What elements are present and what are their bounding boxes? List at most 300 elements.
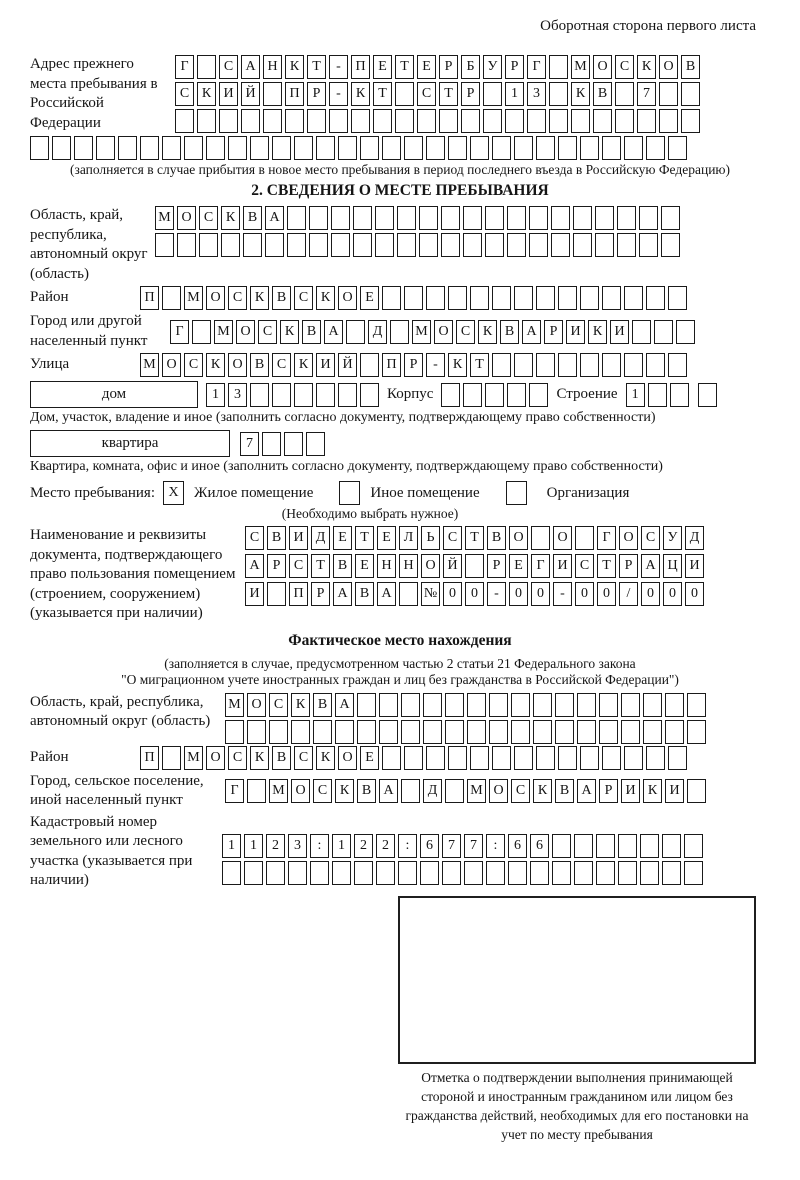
char-cell [662, 834, 681, 858]
char-cell: В [250, 353, 269, 377]
char-cell: О [553, 526, 572, 550]
option-other-premises-label: Иное помещение [370, 484, 480, 501]
char-cell [665, 720, 684, 744]
char-cell: 7 [637, 82, 656, 106]
char-cell [465, 554, 484, 578]
char-cell [269, 720, 288, 744]
char-cell [395, 109, 414, 133]
prev-address-row-4 [30, 136, 800, 160]
char-cell: 2 [354, 834, 373, 858]
char-cell [617, 206, 636, 230]
house-type-box: дом [30, 381, 198, 408]
char-cell [294, 136, 313, 160]
checkbox-other-premises [339, 481, 360, 505]
char-cell [162, 746, 181, 770]
char-cell: Р [599, 779, 618, 803]
char-cell: 1 [505, 82, 524, 106]
actual-district-label: Район [30, 748, 69, 765]
char-cell [681, 82, 700, 106]
char-cell [580, 353, 599, 377]
char-cell [643, 693, 662, 717]
region-block [30, 206, 800, 284]
char-cell: В [272, 746, 291, 770]
char-cell: О [434, 320, 453, 344]
char-cell [221, 233, 240, 257]
actual-region-block [30, 693, 800, 744]
char-cell: В [243, 206, 262, 230]
char-cell [533, 693, 552, 717]
char-cell: Р [311, 582, 330, 606]
char-cell [162, 286, 181, 310]
char-cell [558, 746, 577, 770]
char-cell [549, 55, 568, 79]
char-cell [483, 82, 502, 106]
apartment-block [30, 430, 800, 457]
prev-address-label: Адрес прежнего места пребывания в Российской Федерации [30, 56, 158, 131]
char-cell [595, 233, 614, 257]
char-cell [698, 383, 717, 407]
char-cell: Й [338, 353, 357, 377]
char-cell: С [272, 353, 291, 377]
street-label: Улица [30, 356, 70, 373]
char-cell [404, 286, 423, 310]
char-cell [247, 779, 266, 803]
char-cell [514, 353, 533, 377]
street-row [140, 353, 687, 377]
char-cell [467, 720, 486, 744]
house-number-cells [206, 383, 379, 407]
char-cell [353, 233, 372, 257]
char-cell [571, 109, 590, 133]
char-cell [577, 693, 596, 717]
char-cell: Т [307, 55, 326, 79]
char-cell [74, 136, 93, 160]
char-cell: О [206, 286, 225, 310]
char-cell [360, 353, 379, 377]
char-cell [514, 286, 533, 310]
char-cell [486, 861, 505, 885]
char-cell [404, 746, 423, 770]
char-cell [445, 779, 464, 803]
char-cell [670, 383, 689, 407]
char-cell: И [316, 353, 335, 377]
char-cell: В [487, 526, 506, 550]
house-block [30, 381, 800, 408]
char-cell: О [421, 554, 440, 578]
char-cell: О [489, 779, 508, 803]
char-cell [461, 109, 480, 133]
char-cell [596, 861, 615, 885]
char-cell: М [412, 320, 431, 344]
char-cell: И [665, 779, 684, 803]
char-cell [489, 693, 508, 717]
char-cell [529, 233, 548, 257]
char-cell [379, 693, 398, 717]
char-cell: - [426, 353, 445, 377]
char-cell [662, 861, 681, 885]
char-cell: 1 [222, 834, 241, 858]
char-cell: А [333, 582, 352, 606]
char-cell: К [637, 55, 656, 79]
char-cell [445, 693, 464, 717]
char-cell: Е [355, 554, 374, 578]
char-cell [637, 109, 656, 133]
document-block [30, 526, 800, 624]
char-cell [398, 861, 417, 885]
actual-location-caption-2: "О миграционном учете иностранных граждан и лиц без гражданства в Российской Федерации") [121, 671, 679, 687]
char-cell [338, 383, 357, 407]
actual-region-label: Область, край, республика, автономный округ (область) [30, 693, 211, 729]
char-cell [527, 109, 546, 133]
actual-district-row [140, 746, 687, 770]
char-cell: 6 [508, 834, 527, 858]
char-cell [536, 353, 555, 377]
char-cell [668, 286, 687, 310]
char-cell: С [228, 746, 247, 770]
char-cell: А [577, 779, 596, 803]
char-cell [646, 746, 665, 770]
char-cell: К [448, 353, 467, 377]
char-cell [401, 693, 420, 717]
char-cell [272, 383, 291, 407]
char-cell [285, 109, 304, 133]
char-cell [602, 746, 621, 770]
checkbox-organization [506, 481, 527, 505]
char-cell [599, 693, 618, 717]
char-cell: И [289, 526, 308, 550]
char-cell [316, 136, 335, 160]
char-cell [247, 720, 266, 744]
char-cell: И [610, 320, 629, 344]
char-cell [558, 286, 577, 310]
char-cell: П [382, 353, 401, 377]
char-cell: Й [443, 554, 462, 578]
char-cell [681, 109, 700, 133]
char-cell [580, 136, 599, 160]
char-cell [307, 109, 326, 133]
char-cell: У [483, 55, 502, 79]
char-cell [632, 320, 651, 344]
header-note: Оборотная сторона первого листа [540, 18, 756, 34]
char-cell: № [421, 582, 440, 606]
char-cell [338, 136, 357, 160]
actual-city-label: Город, сельское поселение, иной населенный пункт [30, 772, 204, 808]
char-cell: Т [395, 55, 414, 79]
char-cell [485, 383, 504, 407]
char-cell [329, 109, 348, 133]
char-cell: Н [377, 554, 396, 578]
char-cell: В [333, 554, 352, 578]
char-cell [375, 206, 394, 230]
char-cell: Г [175, 55, 194, 79]
char-cell [250, 136, 269, 160]
char-cell [639, 233, 658, 257]
char-cell [624, 286, 643, 310]
char-cell [624, 353, 643, 377]
char-cell [489, 720, 508, 744]
prev-address-caption: (заполняется в случае прибытия в новое место пребывания в период последнего въезда в Российскую Федерацию) [69, 162, 731, 177]
char-cell [267, 582, 286, 606]
char-cell [668, 746, 687, 770]
char-cell [357, 720, 376, 744]
char-cell: 6 [420, 834, 439, 858]
char-cell [668, 353, 687, 377]
char-cell: О [177, 206, 196, 230]
char-cell: С [294, 746, 313, 770]
char-cell: Й [241, 82, 260, 106]
cadastre-label: Кадастровый номер земельного или лесного участка (указывается при наличии) [30, 813, 193, 888]
char-cell: М [140, 353, 159, 377]
char-cell: С [219, 55, 238, 79]
char-cell [426, 746, 445, 770]
char-cell: 0 [663, 582, 682, 606]
document-row-3 [245, 582, 704, 606]
char-cell: А [377, 582, 396, 606]
char-cell: К [533, 779, 552, 803]
char-cell: 0 [509, 582, 528, 606]
char-cell: И [245, 582, 264, 606]
char-cell [332, 861, 351, 885]
char-cell: Р [461, 82, 480, 106]
char-cell: 3 [228, 383, 247, 407]
char-cell: К [206, 353, 225, 377]
char-cell [357, 693, 376, 717]
char-cell [530, 861, 549, 885]
char-cell: О [619, 526, 638, 550]
char-cell: О [236, 320, 255, 344]
char-cell [577, 720, 596, 744]
char-cell [624, 746, 643, 770]
char-cell [419, 233, 438, 257]
char-cell [206, 136, 225, 160]
char-cell: 2 [266, 834, 285, 858]
char-cell: Н [399, 554, 418, 578]
char-cell: Т [597, 554, 616, 578]
char-cell [640, 834, 659, 858]
char-cell [197, 55, 216, 79]
char-cell: - [329, 82, 348, 106]
char-cell: Т [355, 526, 374, 550]
char-cell [659, 82, 678, 106]
char-cell: С [228, 286, 247, 310]
char-cell [485, 206, 504, 230]
char-cell [265, 233, 284, 257]
char-cell: А [641, 554, 660, 578]
char-cell [335, 720, 354, 744]
char-cell [618, 834, 637, 858]
apartment-caption: Квартира, комната, офис и иное (заполнить согласно документу, подтверждающему право собственности) [30, 459, 663, 474]
char-cell [621, 693, 640, 717]
char-cell [646, 286, 665, 310]
char-cell [615, 109, 634, 133]
char-cell: О [247, 693, 266, 717]
char-cell: В [357, 779, 376, 803]
stroenie-label: Строение [556, 386, 618, 402]
char-cell [140, 136, 159, 160]
char-cell [536, 286, 555, 310]
char-cell: С [511, 779, 530, 803]
char-cell: Т [439, 82, 458, 106]
option-residential-label: Жилое помещение [194, 484, 314, 501]
char-cell: С [313, 779, 332, 803]
char-cell: В [302, 320, 321, 344]
char-cell [531, 526, 550, 550]
char-cell: : [486, 834, 505, 858]
char-cell: Д [311, 526, 330, 550]
char-cell [284, 432, 303, 456]
char-cell [470, 286, 489, 310]
actual-city-block [30, 772, 800, 811]
char-cell [684, 834, 703, 858]
char-cell [262, 432, 281, 456]
char-cell: А [379, 779, 398, 803]
char-cell: К [250, 746, 269, 770]
char-cell: И [685, 554, 704, 578]
char-cell: 0 [685, 582, 704, 606]
region-label: Область, край, республика, автономный округ (область) [30, 207, 148, 282]
district-label: Район [30, 289, 69, 306]
char-cell: 6 [530, 834, 549, 858]
char-cell: : [310, 834, 329, 858]
char-cell: Г [225, 779, 244, 803]
char-cell: С [443, 526, 462, 550]
char-cell: С [641, 526, 660, 550]
char-cell [595, 206, 614, 230]
char-cell [373, 109, 392, 133]
char-cell: П [351, 55, 370, 79]
city-block [30, 312, 800, 351]
stay-type-caption: (Необходимо выбрать нужное) [281, 506, 459, 521]
char-cell [250, 383, 269, 407]
char-cell [192, 320, 211, 344]
house-caption: Дом, участок, владение и иное (заполнить согласно документу, подтверждающему право собственности) [30, 410, 656, 425]
char-cell: С [199, 206, 218, 230]
korpus-cells [441, 383, 548, 407]
char-cell [288, 861, 307, 885]
char-cell [310, 861, 329, 885]
char-cell: Р [404, 353, 423, 377]
char-cell [507, 383, 526, 407]
char-cell: О [206, 746, 225, 770]
char-cell [555, 720, 574, 744]
char-cell: Р [439, 55, 458, 79]
city-label: Город или другой населенный пункт [30, 313, 148, 349]
char-cell: 7 [442, 834, 461, 858]
region-row-2 [155, 233, 680, 257]
char-cell [648, 383, 667, 407]
char-cell: Р [487, 554, 506, 578]
char-cell [266, 861, 285, 885]
char-cell: К [588, 320, 607, 344]
char-cell: С [258, 320, 277, 344]
char-cell [404, 136, 423, 160]
char-cell: М [214, 320, 233, 344]
char-cell: О [509, 526, 528, 550]
char-cell: А [522, 320, 541, 344]
char-cell: К [221, 206, 240, 230]
char-cell [573, 206, 592, 230]
char-cell: - [487, 582, 506, 606]
char-cell: А [265, 206, 284, 230]
char-cell [225, 720, 244, 744]
char-cell [574, 861, 593, 885]
char-cell: 3 [527, 82, 546, 106]
char-cell [593, 109, 612, 133]
char-cell: К [643, 779, 662, 803]
char-cell: Д [368, 320, 387, 344]
char-cell: В [355, 582, 374, 606]
char-cell [420, 861, 439, 885]
char-cell: Т [311, 554, 330, 578]
char-cell: 7 [464, 834, 483, 858]
char-cell [687, 693, 706, 717]
char-cell: Р [307, 82, 326, 106]
char-cell [574, 834, 593, 858]
char-cell [492, 136, 511, 160]
char-cell: И [553, 554, 572, 578]
char-cell [640, 861, 659, 885]
option-organization-label: Организация [546, 484, 630, 501]
char-cell: Д [685, 526, 704, 550]
section2-title: 2. СВЕДЕНИЯ О МЕСТЕ ПРЕБЫВАНИЯ [251, 182, 549, 199]
char-cell: К [571, 82, 590, 106]
char-cell [241, 109, 260, 133]
char-cell: П [140, 746, 159, 770]
char-cell [382, 286, 401, 310]
confirmation-caption: Отметка о подтверждении выполнения принимающей стороной и иностранным гражданином или лицом без гражданства действий, необходимых для его постановки на учет по месту пребывания [405, 1069, 749, 1142]
char-cell [442, 861, 461, 885]
city-row [170, 320, 695, 344]
actual-region-row-2 [225, 720, 706, 744]
char-cell [580, 746, 599, 770]
char-cell [492, 746, 511, 770]
char-cell [624, 136, 643, 160]
char-cell: Р [544, 320, 563, 344]
district-block [30, 286, 800, 310]
apartment-type-box: квартира [30, 430, 230, 457]
char-cell [511, 693, 530, 717]
char-cell [470, 136, 489, 160]
char-cell [441, 233, 460, 257]
char-cell [507, 206, 526, 230]
char-cell: Г [527, 55, 546, 79]
char-cell: М [184, 746, 203, 770]
char-cell: К [250, 286, 269, 310]
char-cell [659, 109, 678, 133]
char-cell: Р [619, 554, 638, 578]
char-cell [596, 834, 615, 858]
char-cell [536, 136, 555, 160]
char-cell: С [417, 82, 436, 106]
char-cell: Е [373, 55, 392, 79]
char-cell [419, 206, 438, 230]
char-cell [463, 383, 482, 407]
char-cell: Р [267, 554, 286, 578]
char-cell [639, 206, 658, 230]
char-cell: М [571, 55, 590, 79]
char-cell [558, 136, 577, 160]
char-cell [602, 286, 621, 310]
char-cell: И [621, 779, 640, 803]
char-cell [654, 320, 673, 344]
char-cell [382, 746, 401, 770]
char-cell: - [329, 55, 348, 79]
char-cell: Е [333, 526, 352, 550]
char-cell: Т [465, 526, 484, 550]
char-cell: Е [509, 554, 528, 578]
char-cell: А [241, 55, 260, 79]
char-cell: : [398, 834, 417, 858]
